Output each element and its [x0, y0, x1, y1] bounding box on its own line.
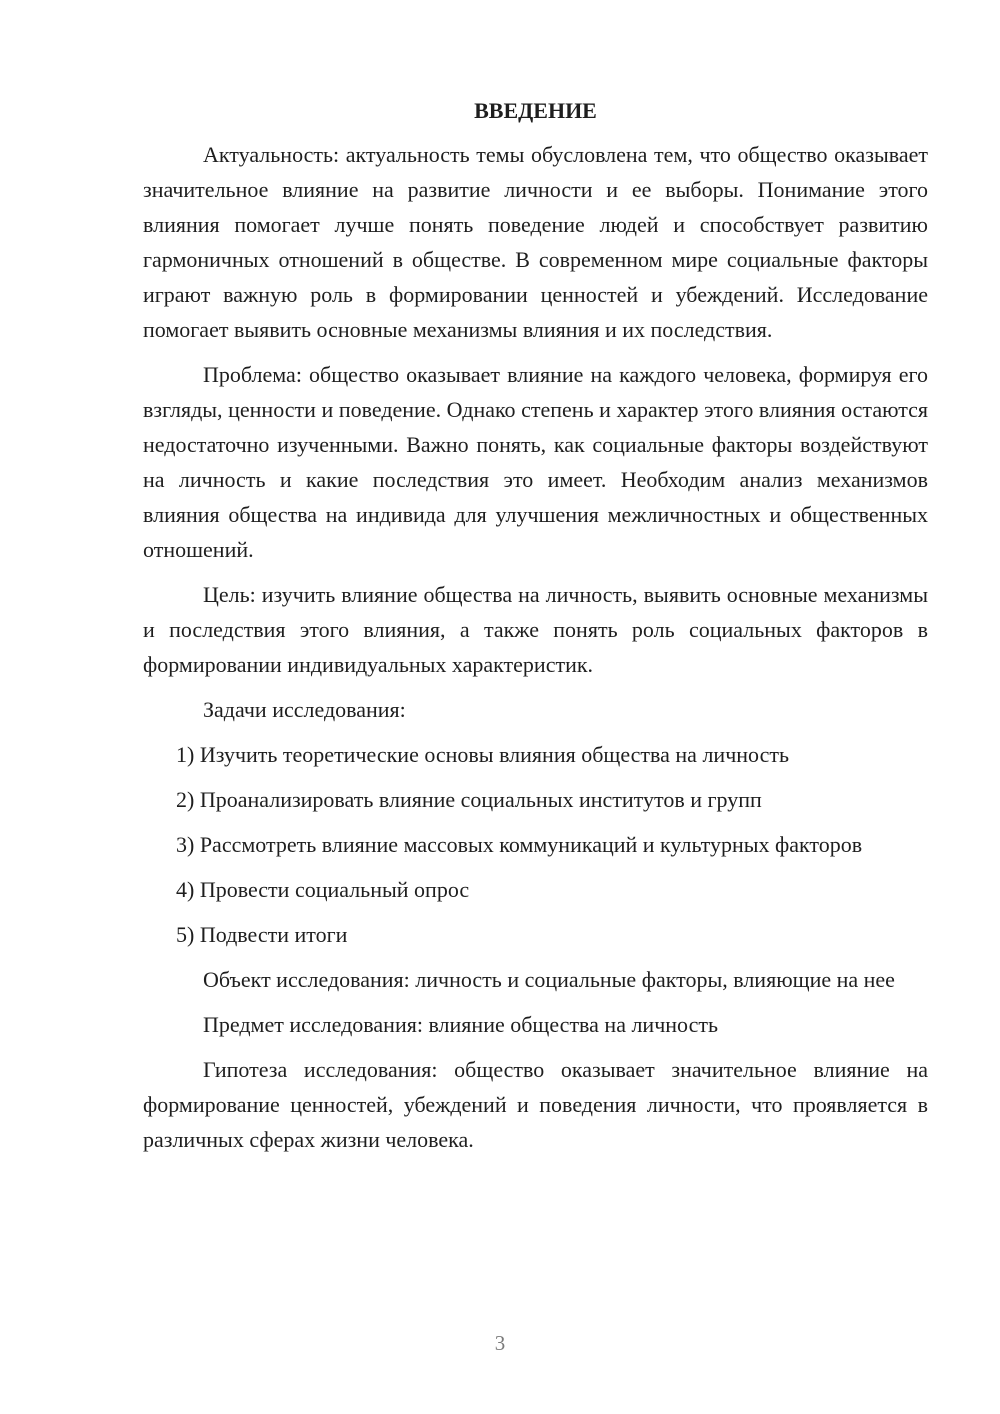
tasks-list: [143, 737, 928, 952]
page-content: [143, 95, 928, 1157]
subject-paragraph: Предмет исследования: влияние общества на личность: [203, 1012, 719, 1037]
page-number: 3: [494, 1331, 506, 1355]
task-item: 3) Рассмотреть влияние массовых коммуникаций и культурных факторов: [176, 832, 863, 857]
page-title: ВВЕДЕНИЕ: [474, 98, 597, 123]
problem-paragraph: Проблема: общество оказывает влияние на каждого человека, формируя его взгляды, ценности и поведение. Однако степень и характер этого влияния остаются недостаточно изученными. Важно понять, как социальные факторы воздействуют на личность и какие последствия это имеет. Необходим анализ механизмов влияния общества на индивида для улучшения межличностных и общественных отношений.: [143, 362, 928, 562]
hypothesis-paragraph: Гипотеза исследования: общество оказывает значительное влияние на формирование ценностей, убеждений и поведения личности, что проявляется в различных сферах жизни человека.: [143, 1057, 928, 1152]
task-item: 5) Подвести итоги: [176, 922, 348, 947]
tasks-heading: Задачи исследования:: [203, 697, 406, 722]
task-item: 2) Проанализировать влияние социальных институтов и групп: [176, 787, 762, 812]
task-item: 1) Изучить теоретические основы влияния общества на личность: [176, 742, 789, 767]
task-item: 4) Провести социальный опрос: [176, 877, 470, 902]
goal-paragraph: Цель: изучить влияние общества на личность, выявить основные механизмы и последствия этого влияния, а также понять роль социальных факторов в формировании индивидуальных характеристик.: [143, 582, 928, 677]
object-paragraph: Объект исследования: личность и социальные факторы, влияющие на нее: [203, 967, 895, 992]
relevance-paragraph: Актуальность: актуальность темы обусловлена тем, что общество оказывает значительное влияние на развитие личности и ее выборы. Понимание этого влияния помогает лучше понять поведение людей и способствует развитию гармоничных отношений в обществе. В современном мире социальные факторы играют важную роль в формировании ценностей и убеждений. Исследование помогает выявить основные механизмы влияния и их последствия.: [143, 142, 928, 342]
